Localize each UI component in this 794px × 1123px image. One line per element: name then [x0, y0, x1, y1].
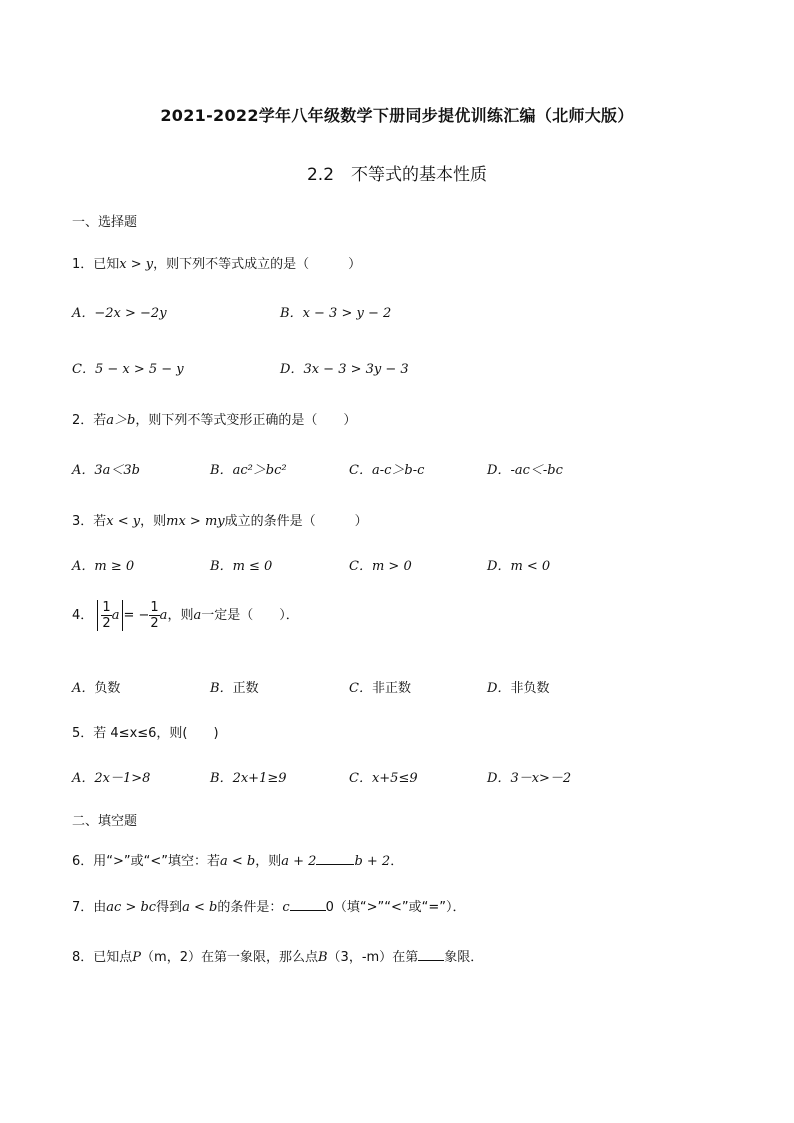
question-3-option-a[interactable]: [72, 555, 134, 574]
fraction-2: [149, 600, 159, 631]
question-7-condition: ac > bc: [106, 900, 157, 915]
question-8-mid: 在第一象限，那么点: [200, 950, 318, 965]
section-heading-fill: 二、填空题: [72, 814, 138, 829]
question-7: [72, 896, 465, 915]
option-label: B．: [210, 771, 233, 786]
option-text: 正数: [232, 681, 259, 696]
option-text: 非正数: [371, 681, 411, 696]
question-4-stem: 一定是（ ）．: [201, 608, 299, 623]
option-text: -ac＜-bc: [510, 463, 563, 478]
question-5: 5．若 4≤x≤6，则( ): [72, 726, 219, 741]
page-title: 2021-2022学年八年级数学下册同步提优训练汇编（北师大版）: [160, 106, 634, 125]
question-2-number: 2．若: [72, 413, 107, 428]
question-4: [72, 600, 299, 631]
question-1-stem: ，则下列不等式成立的是（ ）: [153, 257, 362, 272]
equals-minus: = −: [123, 608, 150, 623]
question-6-stem: 6．用“>”或“<”填空：若: [72, 854, 220, 869]
question-6: [72, 850, 403, 869]
question-2-option-d[interactable]: [487, 459, 563, 478]
option-text: m > 0: [371, 559, 412, 574]
option-text: 2x+1≥9: [232, 771, 287, 786]
fraction-denominator: 2: [102, 616, 111, 631]
option-label: A．: [72, 681, 95, 696]
point-p-coords: （m，2）: [141, 950, 201, 965]
question-2: [72, 409, 356, 428]
question-8-end: 象限．: [444, 950, 484, 965]
option-label: A．: [72, 559, 95, 574]
question-3: [72, 510, 368, 529]
question-1: [72, 253, 361, 272]
option-text: ac²＞bc²: [232, 463, 287, 478]
option-label: C．: [349, 771, 372, 786]
question-5-option-c[interactable]: [349, 767, 418, 786]
option-text: 3－x>－2: [510, 771, 572, 786]
fraction-denominator: 2: [150, 616, 159, 631]
option-label: B．: [210, 681, 233, 696]
question-3-mid: ，则: [140, 514, 167, 529]
option-label: C．: [349, 681, 372, 696]
question-2-condition: a＞b: [106, 413, 136, 428]
question-4-option-d[interactable]: [487, 677, 549, 696]
question-1-option-b[interactable]: [280, 302, 391, 321]
question-3-condition-2: mx > my: [166, 514, 225, 529]
option-label: A．: [72, 463, 95, 478]
option-text: x − 3 > y − 2: [302, 306, 392, 321]
option-label: C．: [349, 463, 372, 478]
fraction-numerator: 1: [150, 600, 159, 615]
section-subtitle: 2.2 不等式的基本性质: [306, 165, 488, 185]
question-1-option-c[interactable]: [72, 358, 184, 377]
option-text: 非负数: [510, 681, 550, 696]
option-text: 3x − 3 > 3y − 3: [303, 362, 409, 377]
question-3-option-b[interactable]: [210, 555, 272, 574]
question-1-option-a[interactable]: [72, 302, 167, 321]
question-5-option-d[interactable]: [487, 767, 571, 786]
question-6-right-expr: b + 2: [354, 854, 391, 869]
question-3-number: 3．若: [72, 514, 107, 529]
question-3-option-c[interactable]: [349, 555, 412, 574]
question-1-number: 1．已知: [72, 257, 120, 272]
option-label: D．: [487, 771, 511, 786]
question-6-end: ．: [390, 854, 404, 869]
question-4-number: 4．: [72, 608, 94, 623]
option-text: x+5≤9: [371, 771, 418, 786]
question-8-tail: 在第: [392, 950, 419, 965]
question-2-option-a[interactable]: [72, 459, 140, 478]
question-4-mid: ，则: [167, 608, 194, 623]
question-1-condition: x > y: [119, 257, 154, 272]
question-5-option-b[interactable]: [210, 767, 287, 786]
option-text: 2x－1>8: [94, 771, 151, 786]
option-text: 3a＜3b: [94, 463, 141, 478]
question-2-stem: ，则下列不等式变形正确的是（ ）: [135, 413, 357, 428]
option-text: m ≤ 0: [232, 559, 273, 574]
question-6-left-expr: a + 2: [281, 854, 317, 869]
section-heading-choice: 一、选择题: [72, 215, 138, 230]
question-8: [72, 946, 483, 965]
question-3-option-d[interactable]: [487, 555, 550, 574]
question-7-stem: 7．由: [72, 900, 107, 915]
point-b: B: [317, 950, 328, 965]
question-7-condition-2: a < b: [182, 900, 218, 915]
variable: a: [193, 608, 202, 623]
fraction: [101, 600, 111, 631]
question-4-option-a[interactable]: [72, 677, 120, 696]
question-3-condition: x < y: [106, 514, 141, 529]
question-3-stem: 成立的条件是（ ）: [224, 514, 368, 529]
question-6-condition: a < b: [220, 854, 256, 869]
question-7-tail: 的条件是：: [217, 900, 283, 915]
variable: a: [111, 608, 120, 623]
option-label: B．: [210, 463, 233, 478]
answer-blank[interactable]: [290, 898, 326, 911]
option-label: D．: [487, 681, 511, 696]
question-2-option-c[interactable]: [349, 459, 424, 478]
option-text: m < 0: [510, 559, 551, 574]
question-1-option-d[interactable]: [280, 358, 409, 377]
question-6-mid: ，则: [255, 854, 282, 869]
option-label: C．: [349, 559, 372, 574]
option-label: D．: [280, 362, 304, 377]
option-text: a-c＞b-c: [371, 463, 425, 478]
question-4-option-b[interactable]: [210, 677, 259, 696]
absolute-value: [97, 600, 123, 631]
fraction-numerator: 1: [102, 600, 111, 615]
question-5-option-a[interactable]: [72, 767, 150, 786]
variable: a: [159, 608, 168, 623]
question-7-instruction: 0（填“>”“<”或“=”）．: [325, 900, 466, 915]
question-2-option-b[interactable]: [210, 459, 287, 478]
question-7-mid: 得到: [156, 900, 183, 915]
option-label: D．: [487, 463, 511, 478]
answer-blank[interactable]: [316, 852, 354, 865]
variable: c: [282, 900, 290, 915]
option-label: B．: [280, 306, 303, 321]
question-4-option-c[interactable]: [349, 677, 411, 696]
option-label: C．: [72, 362, 95, 377]
option-label: A．: [72, 771, 95, 786]
question-8-stem: 8．已知点: [72, 950, 133, 965]
option-text: m ≥ 0: [94, 559, 135, 574]
option-label: B．: [210, 559, 233, 574]
point-p: P: [132, 950, 142, 965]
answer-blank[interactable]: [418, 948, 444, 961]
option-text: 5 − x > 5 − y: [94, 362, 184, 377]
option-text: −2x > −2y: [94, 306, 167, 321]
option-text: 负数: [94, 681, 121, 696]
option-label: D．: [487, 559, 511, 574]
point-b-coords: （3，-m）: [327, 950, 393, 965]
option-label: A．: [72, 306, 95, 321]
